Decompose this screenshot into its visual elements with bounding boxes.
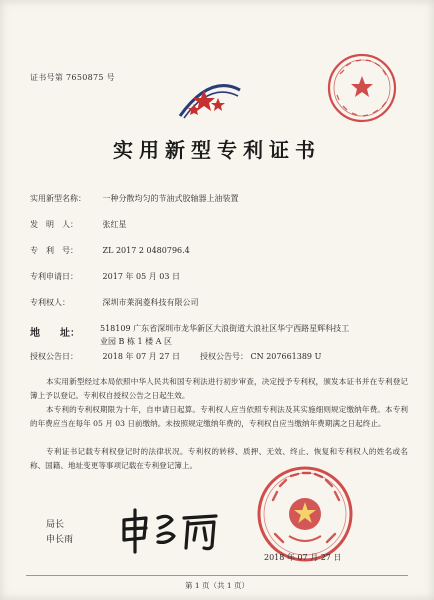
filing-date-label: 专利申请日： [30,272,78,281]
certificate-number-suffix: 号 [106,73,115,82]
grant-date-label: 授权公告日： [30,352,78,361]
page-number: 第 1 页（共 1 页） [184,581,250,590]
grant-number-group [200,351,321,362]
body-paragraph-1: 本实用新型经过本局依照中华人民共和国专利法进行初步审查，决定授予专利权，颁发本证书并在专利登记簿上予以登记。专利权自授权公告之日起生效。 [30,377,408,400]
director-name: 申长雨 [46,535,74,545]
body-paragraph-2: 本专利的专利权期限为十年，自申请日起算。专利权人应当依照专利法及其实施细则规定缴纳年费。本专利的年费应当在每年 05 月 03 日前缴纳。未按照规定缴纳年费的，专利权自应当缴纳年费期满之日起终止。 [30,405,408,428]
address-value: 518109 广东省深圳市龙华新区大浪街道大浪社区华宁西路星辉科技工业园 B 栋 1 楼 A 区 [100,324,350,346]
footer-divider [26,575,408,576]
stars-emblem-icon [174,72,246,122]
filing-date-value: 2017 年 05 月 03 日 [102,272,180,281]
inventor-label: 发 明 人： [30,220,78,229]
inventor-row [30,219,127,230]
utility-name-value: 一种分散均匀的节油式胶轴器上油装置 [102,194,239,203]
grant-date-value: 2018 年 07 月 27 日 [102,352,180,361]
stamp-seal-icon [326,52,398,124]
certificate-number [30,72,115,83]
grant-number-value: CN 207661389 U [250,352,322,361]
certificate-number-label: 证书号第 [30,73,64,82]
patent-number-label: 专 利 号： [30,246,78,255]
utility-name-row [30,193,239,204]
patentee-row [30,297,199,308]
director-signature-icon [116,506,226,554]
filing-date-row [30,271,180,282]
address-label: 地 址： [30,328,80,339]
body-paragraph-3: 专利证书记载专利权登记时的法律状况。专利权的转移、质押、无效、终止、恢复和专利权人的姓名或名称、国籍、地址变更等事项记载在专利登记簿上。 [30,447,408,470]
certificate-number-value: 7650875 [66,73,104,82]
patentee-value: 深圳市莱润菱科技有限公司 [102,298,199,307]
patent-number-row [30,245,190,256]
grant-number-label: 授权公告号： [200,352,248,361]
patentee-label: 专利权人： [30,298,70,307]
patent-number-value: ZL 2017 2 0480796.4 [102,246,190,255]
grant-row [30,351,322,362]
certificate-title: 实用新型专利证书 [113,138,321,162]
inventor-value: 张红星 [102,220,127,229]
director-title: 局长 [46,520,65,530]
issue-date: 2018 年 07 月 27 日 [264,553,342,562]
utility-name-label: 实用新型名称： [30,194,86,203]
national-emblem-seal-icon [255,464,355,564]
